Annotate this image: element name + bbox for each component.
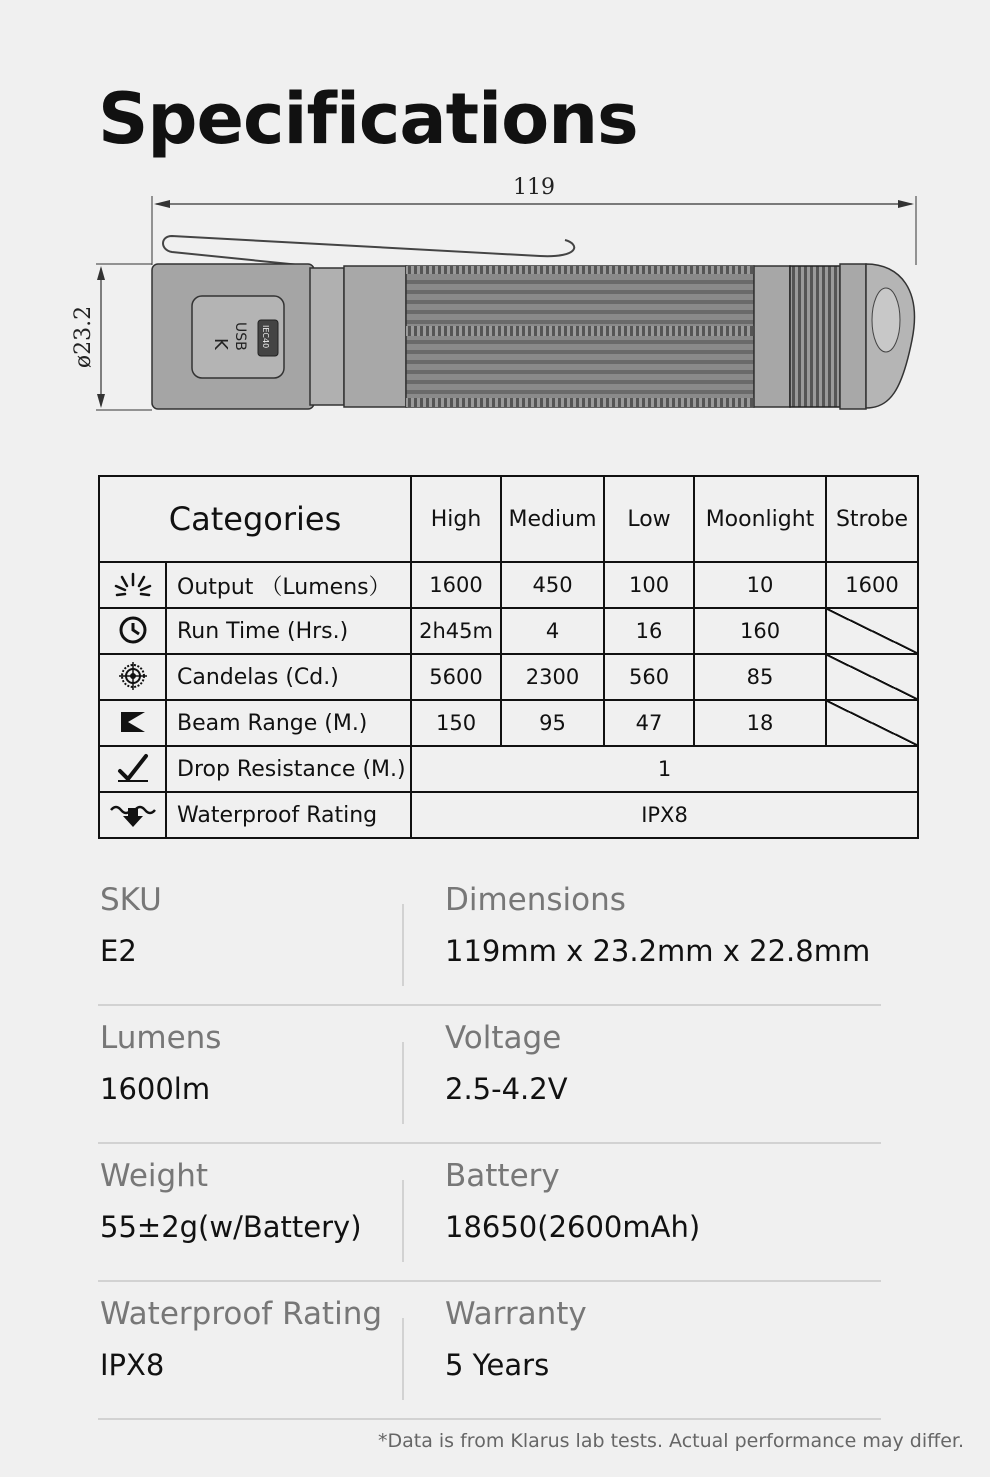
header-strobe: Strobe: [826, 476, 918, 562]
label-output: Output （Lumens）: [166, 562, 411, 608]
label-candelas: Candelas (Cd.): [166, 654, 411, 700]
runtime-medium: 4: [501, 608, 604, 654]
candelas-moonlight: 85: [694, 654, 826, 700]
detail-key-warranty: Warranty: [445, 1296, 587, 1332]
beam-strobe-na: [826, 700, 918, 746]
water-icon: [99, 792, 166, 838]
output-medium: 450: [501, 562, 604, 608]
detail-value-warranty: 5 Years: [445, 1348, 550, 1382]
cap-mark-usb: USB: [232, 322, 248, 351]
candelas-low: 560: [604, 654, 694, 700]
spec-row-drop: [99, 746, 918, 792]
beam-moonlight: 18: [694, 700, 826, 746]
clock-icon: [99, 608, 166, 654]
header-moonlight: Moonlight: [694, 476, 826, 562]
details-row: [98, 868, 881, 1006]
label-waterproof: Waterproof Rating: [166, 792, 411, 838]
label-drop: Drop Resistance (M.): [166, 746, 411, 792]
header-categories: Categories: [99, 476, 411, 562]
runtime-high: 2h45m: [411, 608, 501, 654]
drop-value: 1: [411, 746, 918, 792]
runtime-moonlight: 160: [694, 608, 826, 654]
label-runtime: Run Time (Hrs.): [166, 608, 411, 654]
header-low: Low: [604, 476, 694, 562]
detail-key-lumens: Lumens: [100, 1020, 222, 1056]
detail-value-sku: E2: [100, 934, 137, 968]
spec-row-waterproof: [99, 792, 918, 838]
beam-icon: [99, 700, 166, 746]
detail-value-dimensions: 119mm x 23.2mm x 22.8mm: [445, 934, 871, 968]
beam-medium: 95: [501, 700, 604, 746]
details-row: [98, 1006, 881, 1144]
spec-table: [98, 475, 919, 839]
details-row: [98, 1144, 881, 1282]
divider: [402, 1318, 404, 1400]
detail-value-voltage: 2.5-4.2V: [445, 1072, 568, 1106]
detail-value-lumens: 1600lm: [100, 1072, 211, 1106]
detail-key-voltage: Voltage: [445, 1020, 562, 1056]
detail-value-battery: 18650(2600mAh): [445, 1210, 701, 1244]
details-grid: [98, 868, 881, 1420]
spec-row-output: [99, 562, 918, 608]
detail-value-weight: 55±2g(w/Battery): [100, 1210, 362, 1244]
spec-header-row: [99, 476, 918, 562]
detail-key-weight: Weight: [100, 1158, 209, 1194]
footnote: *Data is from Klarus lab tests. Actual performance may differ.: [378, 1430, 964, 1452]
details-row: [98, 1282, 881, 1420]
label-beam: Beam Range (M.): [166, 700, 411, 746]
spec-row-runtime: [99, 608, 918, 654]
drop-icon: [99, 746, 166, 792]
target-icon: [99, 654, 166, 700]
candelas-medium: 2300: [501, 654, 604, 700]
beam-high: 150: [411, 700, 501, 746]
output-high: 1600: [411, 562, 501, 608]
runtime-strobe-na: [826, 608, 918, 654]
beam-low: 47: [604, 700, 694, 746]
output-low: 100: [604, 562, 694, 608]
diameter-dimension: ø23.2: [71, 305, 96, 369]
detail-key-sku: SKU: [100, 882, 162, 918]
cap-mark-iec: IEC40: [261, 325, 270, 349]
detail-key-dimensions: Dimensions: [445, 882, 626, 918]
candelas-high: 5600: [411, 654, 501, 700]
output-moonlight: 10: [694, 562, 826, 608]
divider: [402, 904, 404, 986]
spec-row-beam: [99, 700, 918, 746]
runtime-low: 16: [604, 608, 694, 654]
waterproof-value: IPX8: [411, 792, 918, 838]
spec-row-candelas: [99, 654, 918, 700]
header-high: High: [411, 476, 501, 562]
divider: [402, 1042, 404, 1124]
output-strobe: 1600: [826, 562, 918, 608]
flashlight-drawing: [60, 170, 930, 430]
burst-icon: [99, 562, 166, 608]
length-dimension: 119: [513, 175, 555, 200]
page-title: Specifications: [98, 78, 638, 160]
divider: [402, 1180, 404, 1262]
candelas-strobe-na: [826, 654, 918, 700]
cap-mark-k: K: [210, 338, 231, 350]
detail-value-waterproof: IPX8: [100, 1348, 165, 1382]
detail-key-waterproof: Waterproof Rating: [100, 1296, 383, 1332]
detail-key-battery: Battery: [445, 1158, 560, 1194]
header-medium: Medium: [501, 476, 604, 562]
